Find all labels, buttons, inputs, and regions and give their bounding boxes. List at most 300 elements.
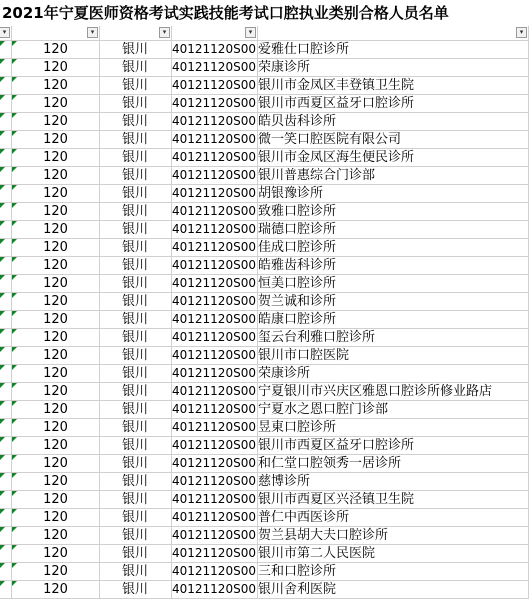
id-value: 40121120S00 bbox=[172, 96, 256, 110]
code-value: 120 bbox=[43, 366, 68, 381]
table-row[interactable] bbox=[0, 311, 529, 329]
organization-cell[interactable] bbox=[258, 149, 529, 166]
code-cell[interactable] bbox=[12, 311, 100, 328]
id-value: 40121120S00 bbox=[172, 420, 256, 434]
row-cell-blank[interactable] bbox=[0, 95, 12, 112]
row-cell-blank[interactable] bbox=[0, 473, 12, 490]
code-cell[interactable] bbox=[12, 203, 100, 220]
code-value: 120 bbox=[43, 312, 68, 327]
organization-cell[interactable] bbox=[258, 581, 529, 598]
code-cell[interactable] bbox=[12, 563, 100, 580]
table-row[interactable] bbox=[0, 113, 529, 131]
organization-cell[interactable] bbox=[258, 167, 529, 184]
code-value: 120 bbox=[43, 276, 68, 291]
green-triangle-icon bbox=[12, 41, 17, 46]
code-cell[interactable] bbox=[12, 383, 100, 400]
organization-cell[interactable] bbox=[258, 275, 529, 292]
filter-dropdown-icon[interactable]: ▾ bbox=[245, 27, 256, 38]
city-value: 银川 bbox=[122, 204, 149, 219]
row-cell-blank[interactable] bbox=[0, 149, 12, 166]
organization-cell[interactable] bbox=[258, 203, 529, 220]
green-triangle-icon bbox=[0, 419, 5, 424]
green-triangle-icon bbox=[12, 221, 17, 226]
code-value: 120 bbox=[43, 528, 68, 543]
city-value: 银川 bbox=[122, 384, 149, 399]
code-value: 120 bbox=[43, 78, 68, 93]
green-triangle-icon bbox=[0, 257, 5, 262]
table-row[interactable] bbox=[0, 473, 529, 491]
green-triangle-icon bbox=[0, 437, 5, 442]
id-cell[interactable] bbox=[172, 257, 258, 274]
filter-dropdown-icon[interactable]: ▾ bbox=[87, 27, 98, 38]
code-cell[interactable] bbox=[12, 275, 100, 292]
green-triangle-icon bbox=[12, 419, 17, 424]
organization-cell[interactable] bbox=[258, 365, 529, 382]
table-row[interactable] bbox=[0, 167, 529, 185]
id-cell[interactable] bbox=[172, 329, 258, 346]
id-value: 40121120S00 bbox=[172, 132, 256, 146]
code-cell[interactable] bbox=[12, 131, 100, 148]
city-cell[interactable] bbox=[100, 383, 172, 400]
table-row[interactable] bbox=[0, 437, 529, 455]
city-value: 银川 bbox=[122, 186, 149, 201]
city-cell[interactable] bbox=[100, 185, 172, 202]
id-value: 40121120S00 bbox=[172, 294, 256, 308]
city-cell[interactable] bbox=[100, 401, 172, 418]
id-value: 40121120S00 bbox=[172, 42, 256, 56]
id-cell[interactable] bbox=[172, 275, 258, 292]
green-triangle-icon bbox=[0, 365, 5, 370]
city-cell[interactable] bbox=[100, 257, 172, 274]
organization-value: 皓雅齿科诊所 bbox=[258, 258, 337, 273]
green-triangle-icon bbox=[12, 95, 17, 100]
id-cell[interactable] bbox=[172, 527, 258, 544]
code-value: 120 bbox=[43, 204, 68, 219]
green-triangle-icon bbox=[0, 545, 5, 550]
id-cell[interactable] bbox=[172, 113, 258, 130]
organization-value: 银川市第二人民医院 bbox=[258, 546, 376, 561]
table-row[interactable] bbox=[0, 401, 529, 419]
row-cell-blank[interactable] bbox=[0, 419, 12, 436]
table-row[interactable] bbox=[0, 239, 529, 257]
organization-cell[interactable] bbox=[258, 455, 529, 472]
city-cell[interactable] bbox=[100, 221, 172, 238]
city-cell[interactable] bbox=[100, 131, 172, 148]
city-value: 银川 bbox=[122, 276, 149, 291]
filter-dropdown-icon[interactable]: ▾ bbox=[0, 27, 10, 38]
organization-cell[interactable] bbox=[258, 383, 529, 400]
id-value: 40121120S00 bbox=[172, 258, 256, 272]
table-row[interactable] bbox=[0, 41, 529, 59]
row-cell-blank[interactable] bbox=[0, 41, 12, 58]
organization-cell[interactable] bbox=[258, 347, 529, 364]
table-row[interactable] bbox=[0, 365, 529, 383]
organization-value: 爱雅仕口腔诊所 bbox=[258, 42, 350, 57]
row-cell-blank[interactable] bbox=[0, 203, 12, 220]
header-cell-a[interactable] bbox=[0, 26, 12, 40]
green-triangle-icon bbox=[0, 293, 5, 298]
city-cell[interactable] bbox=[100, 563, 172, 580]
city-cell[interactable] bbox=[100, 77, 172, 94]
organization-value: 宁夏水之恩口腔门诊部 bbox=[258, 402, 389, 417]
row-cell-blank[interactable] bbox=[0, 293, 12, 310]
city-value: 银川 bbox=[122, 96, 149, 111]
city-value: 银川 bbox=[122, 510, 149, 525]
city-cell[interactable] bbox=[100, 437, 172, 454]
row-cell-blank[interactable] bbox=[0, 401, 12, 418]
city-cell[interactable] bbox=[100, 581, 172, 598]
table-row[interactable] bbox=[0, 95, 529, 113]
organization-cell[interactable] bbox=[258, 257, 529, 274]
code-value: 120 bbox=[43, 474, 68, 489]
city-value: 银川 bbox=[122, 132, 149, 147]
header-cell-c[interactable] bbox=[100, 26, 172, 40]
id-value: 40121120S00 bbox=[172, 348, 256, 362]
code-value: 120 bbox=[43, 384, 68, 399]
city-value: 银川 bbox=[122, 528, 149, 543]
code-cell[interactable] bbox=[12, 59, 100, 76]
code-value: 120 bbox=[43, 168, 68, 183]
table-row[interactable] bbox=[0, 77, 529, 95]
code-cell[interactable] bbox=[12, 257, 100, 274]
organization-cell[interactable] bbox=[258, 293, 529, 310]
id-cell[interactable] bbox=[172, 563, 258, 580]
id-value: 40121120S00 bbox=[172, 150, 256, 164]
table-row[interactable] bbox=[0, 383, 529, 401]
city-value: 银川 bbox=[122, 330, 149, 345]
row-cell-blank[interactable] bbox=[0, 257, 12, 274]
code-cell[interactable] bbox=[12, 293, 100, 310]
id-cell[interactable] bbox=[172, 59, 258, 76]
code-cell[interactable] bbox=[12, 401, 100, 418]
organization-value: 银川普惠综合门诊部 bbox=[258, 168, 376, 183]
row-cell-blank[interactable] bbox=[0, 185, 12, 202]
row-cell-blank[interactable] bbox=[0, 455, 12, 472]
green-triangle-icon bbox=[0, 77, 5, 82]
code-cell[interactable] bbox=[12, 185, 100, 202]
code-cell[interactable] bbox=[12, 491, 100, 508]
green-triangle-icon bbox=[12, 347, 17, 352]
code-cell[interactable] bbox=[12, 95, 100, 112]
city-cell[interactable] bbox=[100, 527, 172, 544]
row-cell-blank[interactable] bbox=[0, 329, 12, 346]
filter-dropdown-icon[interactable]: ▾ bbox=[516, 27, 527, 38]
id-cell[interactable] bbox=[172, 149, 258, 166]
green-triangle-icon bbox=[0, 581, 5, 586]
table-row[interactable] bbox=[0, 329, 529, 347]
id-cell[interactable] bbox=[172, 401, 258, 418]
code-cell[interactable] bbox=[12, 167, 100, 184]
green-triangle-icon bbox=[12, 329, 17, 334]
filter-active-icon[interactable]: ▾ bbox=[159, 27, 170, 38]
id-cell[interactable] bbox=[172, 437, 258, 454]
organization-cell[interactable] bbox=[258, 563, 529, 580]
green-triangle-icon bbox=[0, 347, 5, 352]
table-row[interactable] bbox=[0, 455, 529, 473]
city-cell[interactable] bbox=[100, 491, 172, 508]
green-triangle-icon bbox=[12, 239, 17, 244]
city-cell[interactable] bbox=[100, 275, 172, 292]
header-cell-e[interactable] bbox=[258, 26, 529, 40]
code-cell[interactable] bbox=[12, 329, 100, 346]
id-cell[interactable] bbox=[172, 473, 258, 490]
id-cell[interactable] bbox=[172, 167, 258, 184]
code-value: 120 bbox=[43, 150, 68, 165]
green-triangle-icon bbox=[0, 527, 5, 532]
organization-cell[interactable] bbox=[258, 95, 529, 112]
row-cell-blank[interactable] bbox=[0, 545, 12, 562]
id-cell[interactable] bbox=[172, 203, 258, 220]
row-cell-blank[interactable] bbox=[0, 77, 12, 94]
city-cell[interactable] bbox=[100, 41, 172, 58]
code-cell[interactable] bbox=[12, 113, 100, 130]
organization-cell[interactable] bbox=[258, 509, 529, 526]
organization-value: 昱東口腔诊所 bbox=[258, 420, 337, 435]
code-value: 120 bbox=[43, 222, 68, 237]
green-triangle-icon bbox=[0, 149, 5, 154]
header-cell-b[interactable] bbox=[12, 26, 100, 40]
city-cell[interactable] bbox=[100, 545, 172, 562]
organization-cell[interactable] bbox=[258, 329, 529, 346]
organization-cell[interactable] bbox=[258, 437, 529, 454]
code-cell[interactable] bbox=[12, 221, 100, 238]
green-triangle-icon bbox=[0, 563, 5, 568]
organization-cell[interactable] bbox=[258, 113, 529, 130]
city-value: 银川 bbox=[122, 222, 149, 237]
id-cell[interactable] bbox=[172, 581, 258, 598]
city-value: 银川 bbox=[122, 456, 149, 471]
table-row[interactable] bbox=[0, 491, 529, 509]
row-cell-blank[interactable] bbox=[0, 581, 12, 598]
id-cell[interactable] bbox=[172, 95, 258, 112]
city-cell[interactable] bbox=[100, 347, 172, 364]
id-value: 40121120S00 bbox=[172, 186, 256, 200]
code-cell[interactable] bbox=[12, 527, 100, 544]
row-cell-blank[interactable] bbox=[0, 113, 12, 130]
id-cell[interactable] bbox=[172, 311, 258, 328]
organization-cell[interactable] bbox=[258, 401, 529, 418]
green-triangle-icon bbox=[12, 275, 17, 280]
table-row[interactable] bbox=[0, 527, 529, 545]
city-cell[interactable] bbox=[100, 365, 172, 382]
organization-value: 慈博诊所 bbox=[258, 474, 311, 489]
id-cell[interactable] bbox=[172, 41, 258, 58]
id-value: 40121120S00 bbox=[172, 60, 256, 74]
id-cell[interactable] bbox=[172, 509, 258, 526]
row-cell-blank[interactable] bbox=[0, 275, 12, 292]
code-value: 120 bbox=[43, 96, 68, 111]
organization-value: 银川舍利医院 bbox=[258, 582, 337, 597]
green-triangle-icon bbox=[12, 203, 17, 208]
row-cell-blank[interactable] bbox=[0, 221, 12, 238]
green-triangle-icon bbox=[0, 509, 5, 514]
filter-header-row bbox=[0, 26, 529, 41]
row-cell-blank[interactable] bbox=[0, 311, 12, 328]
green-triangle-icon bbox=[12, 491, 17, 496]
row-cell-blank[interactable] bbox=[0, 131, 12, 148]
code-value: 120 bbox=[43, 60, 68, 75]
green-triangle-icon bbox=[0, 239, 5, 244]
table-row[interactable] bbox=[0, 59, 529, 77]
code-value: 120 bbox=[43, 546, 68, 561]
code-cell[interactable] bbox=[12, 581, 100, 598]
code-cell[interactable] bbox=[12, 77, 100, 94]
city-cell[interactable] bbox=[100, 329, 172, 346]
row-cell-blank[interactable] bbox=[0, 167, 12, 184]
organization-value: 皓贝齿科诊所 bbox=[258, 114, 337, 129]
code-cell[interactable] bbox=[12, 455, 100, 472]
city-cell[interactable] bbox=[100, 59, 172, 76]
id-cell[interactable] bbox=[172, 491, 258, 508]
id-cell[interactable] bbox=[172, 383, 258, 400]
city-cell[interactable] bbox=[100, 293, 172, 310]
city-cell[interactable] bbox=[100, 419, 172, 436]
green-triangle-icon bbox=[12, 149, 17, 154]
table-row[interactable] bbox=[0, 347, 529, 365]
id-cell[interactable] bbox=[172, 419, 258, 436]
organization-value: 普仁中西医诊所 bbox=[258, 510, 350, 525]
table-row[interactable] bbox=[0, 185, 529, 203]
table-row[interactable] bbox=[0, 509, 529, 527]
table-row[interactable] bbox=[0, 221, 529, 239]
organization-value: 微一笑口腔医院有限公司 bbox=[258, 132, 402, 147]
id-cell[interactable] bbox=[172, 455, 258, 472]
code-cell[interactable] bbox=[12, 473, 100, 490]
green-triangle-icon bbox=[12, 113, 17, 118]
organization-cell[interactable] bbox=[258, 77, 529, 94]
table-row[interactable] bbox=[0, 131, 529, 149]
organization-cell[interactable] bbox=[258, 419, 529, 436]
id-value: 40121120S00 bbox=[172, 276, 256, 290]
code-cell[interactable] bbox=[12, 545, 100, 562]
organization-cell[interactable] bbox=[258, 59, 529, 76]
id-value: 40121120S00 bbox=[172, 510, 256, 524]
id-value: 40121120S00 bbox=[172, 564, 256, 578]
green-triangle-icon bbox=[0, 41, 5, 46]
code-cell[interactable] bbox=[12, 347, 100, 364]
code-value: 120 bbox=[43, 348, 68, 363]
row-cell-blank[interactable] bbox=[0, 509, 12, 526]
city-cell[interactable] bbox=[100, 149, 172, 166]
row-cell-blank[interactable] bbox=[0, 383, 12, 400]
row-cell-blank[interactable] bbox=[0, 491, 12, 508]
code-cell[interactable] bbox=[12, 509, 100, 526]
city-cell[interactable] bbox=[100, 455, 172, 472]
green-triangle-icon bbox=[0, 401, 5, 406]
city-cell[interactable] bbox=[100, 203, 172, 220]
code-cell[interactable] bbox=[12, 149, 100, 166]
organization-cell[interactable] bbox=[258, 545, 529, 562]
organization-cell[interactable] bbox=[258, 491, 529, 508]
header-cell-d[interactable] bbox=[172, 26, 258, 40]
code-cell[interactable] bbox=[12, 437, 100, 454]
code-cell[interactable] bbox=[12, 41, 100, 58]
organization-cell[interactable] bbox=[258, 131, 529, 148]
table-row[interactable] bbox=[0, 203, 529, 221]
id-cell[interactable] bbox=[172, 221, 258, 238]
green-triangle-icon bbox=[12, 401, 17, 406]
city-cell[interactable] bbox=[100, 167, 172, 184]
organization-cell[interactable] bbox=[258, 473, 529, 490]
code-cell[interactable] bbox=[12, 365, 100, 382]
green-triangle-icon bbox=[12, 59, 17, 64]
green-triangle-icon bbox=[0, 185, 5, 190]
id-cell[interactable] bbox=[172, 545, 258, 562]
table-row[interactable] bbox=[0, 293, 529, 311]
code-value: 120 bbox=[43, 438, 68, 453]
city-cell[interactable] bbox=[100, 95, 172, 112]
id-cell[interactable] bbox=[172, 185, 258, 202]
green-triangle-icon bbox=[0, 113, 5, 118]
id-cell[interactable] bbox=[172, 347, 258, 364]
id-cell[interactable] bbox=[172, 293, 258, 310]
city-cell[interactable] bbox=[100, 509, 172, 526]
organization-value: 玺云台利雅口腔诊所 bbox=[258, 330, 376, 345]
organization-cell[interactable] bbox=[258, 527, 529, 544]
id-cell[interactable] bbox=[172, 77, 258, 94]
table-row[interactable] bbox=[0, 275, 529, 293]
id-value: 40121120S00 bbox=[172, 366, 256, 380]
green-triangle-icon bbox=[0, 455, 5, 460]
city-cell[interactable] bbox=[100, 473, 172, 490]
green-triangle-icon bbox=[12, 437, 17, 442]
table-row[interactable] bbox=[0, 545, 529, 563]
id-cell[interactable] bbox=[172, 131, 258, 148]
row-cell-blank[interactable] bbox=[0, 347, 12, 364]
table-row[interactable] bbox=[0, 257, 529, 275]
row-cell-blank[interactable] bbox=[0, 239, 12, 256]
organization-cell[interactable] bbox=[258, 239, 529, 256]
sheet-title: 2021年宁夏医师资格考试实践技能考试口腔执业类别合格人员名单 bbox=[2, 4, 449, 22]
id-value: 40121120S00 bbox=[172, 528, 256, 542]
city-cell[interactable] bbox=[100, 113, 172, 130]
code-cell[interactable] bbox=[12, 239, 100, 256]
row-cell-blank[interactable] bbox=[0, 59, 12, 76]
table-row[interactable] bbox=[0, 419, 529, 437]
organization-cell[interactable] bbox=[258, 311, 529, 328]
organization-value: 三和口腔诊所 bbox=[258, 564, 337, 579]
city-value: 银川 bbox=[122, 438, 149, 453]
organization-value: 银川市金凤区海生便民诊所 bbox=[258, 150, 415, 165]
row-cell-blank[interactable] bbox=[0, 563, 12, 580]
city-cell[interactable] bbox=[100, 311, 172, 328]
city-cell[interactable] bbox=[100, 239, 172, 256]
table-row[interactable] bbox=[0, 563, 529, 581]
row-cell-blank[interactable] bbox=[0, 527, 12, 544]
organization-cell[interactable] bbox=[258, 185, 529, 202]
id-value: 40121120S00 bbox=[172, 492, 256, 506]
row-cell-blank[interactable] bbox=[0, 365, 12, 382]
id-cell[interactable] bbox=[172, 365, 258, 382]
table-row[interactable] bbox=[0, 149, 529, 167]
organization-value: 贺兰诚和诊所 bbox=[258, 294, 337, 309]
organization-cell[interactable] bbox=[258, 41, 529, 58]
city-value: 银川 bbox=[122, 348, 149, 363]
table-row[interactable] bbox=[0, 581, 529, 599]
code-value: 120 bbox=[43, 42, 68, 57]
green-triangle-icon bbox=[0, 167, 5, 172]
city-value: 银川 bbox=[122, 564, 149, 579]
code-cell[interactable] bbox=[12, 419, 100, 436]
id-value: 40121120S00 bbox=[172, 546, 256, 560]
row-cell-blank[interactable] bbox=[0, 437, 12, 454]
city-value: 银川 bbox=[122, 168, 149, 183]
organization-value: 荣康诊所 bbox=[258, 60, 311, 75]
green-triangle-icon bbox=[12, 527, 17, 532]
city-value: 银川 bbox=[122, 312, 149, 327]
organization-cell[interactable] bbox=[258, 221, 529, 238]
id-cell[interactable] bbox=[172, 239, 258, 256]
